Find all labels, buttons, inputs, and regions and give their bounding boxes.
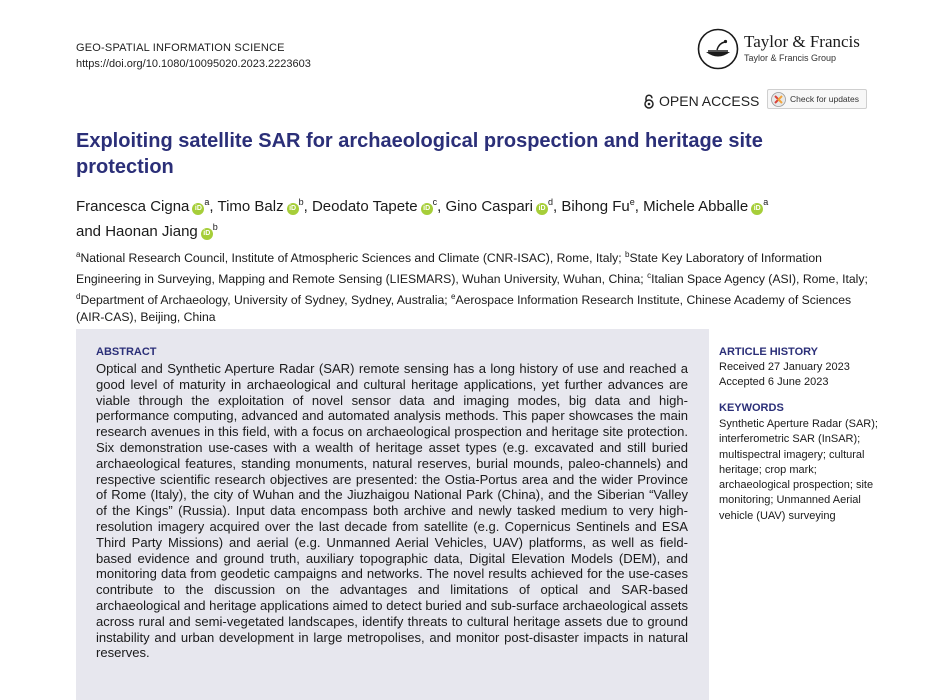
orcid-icon[interactable]: iD — [192, 203, 204, 215]
affiliations — [76, 246, 871, 326]
affiliation-text: Department of Archaeology, University of Sydney, Sydney, Australia; — [80, 293, 451, 308]
publisher-group: Taylor & Francis Group — [744, 53, 837, 63]
author-name: Haonan Jiang — [105, 223, 198, 240]
journal-name: GEO-SPATIAL INFORMATION SCIENCE — [76, 42, 285, 54]
author-affiliation-mark: a — [204, 197, 210, 207]
author-name: Bihong Fu — [561, 198, 630, 215]
affiliation-text: National Research Council, Institute of Atmospheric Sciences and Climate (CNR-ISAC), Rome, Italy; — [80, 251, 626, 266]
open-lock-icon — [643, 94, 655, 109]
accepted-date: Accepted 6 June 2023 — [719, 376, 829, 388]
affiliation-text: Italian Space Agency (ASI), Rome, Italy; — [651, 272, 868, 287]
open-access-label: OPEN ACCESS — [659, 93, 760, 109]
orcid-icon[interactable]: iD — [287, 203, 299, 215]
author-affiliation-mark: d — [548, 197, 554, 207]
author-name: Gino Caspari — [445, 198, 534, 215]
author-conjunction: and — [76, 223, 102, 240]
paper-title: Exploiting satellite SAR for archaeological prospection and heritage site protection — [76, 130, 763, 178]
open-access-badge — [643, 93, 759, 109]
received-date: Received 27 January 2023 — [719, 361, 850, 373]
doi-link[interactable]: https://doi.org/10.1080/10095020.2023.2223603 — [76, 58, 311, 70]
affiliation-mark: e — [451, 292, 456, 302]
author-affiliation-mark: c — [432, 197, 438, 207]
affiliation-text: State Key Laboratory of Information Engineering in Surveying, Mapping and Remote Sensing (LIESMARS), Wuhan University, Wuhan, China; — [76, 251, 822, 287]
author-affiliation-mark: b — [212, 222, 218, 232]
publisher-name: Taylor & Francis — [744, 32, 860, 51]
check-updates-label: Check for updates — [790, 94, 859, 104]
article-history-heading: ARTICLE HISTORY — [719, 346, 819, 358]
author-name: Deodato Tapete — [311, 198, 418, 215]
crossmark-icon — [771, 92, 786, 107]
author-name: Timo Balz — [217, 198, 284, 215]
orcid-icon[interactable]: iD — [536, 203, 548, 215]
orcid-icon[interactable]: iD — [201, 228, 213, 240]
abstract-text: Optical and Synthetic Aperture Radar (SAR) remote sensing has a long history of use and reached a good level of maturity in archaeological and cultural heritage applications, yet further advances are viable through the exploitation of novel sensor data and imaging modes, big data and high-performance computing, advanced and automated analysis methods. This paper showcases the main research avenues in this field, with a focus on archaeological prospection and heritage site protection. Six demonstration use-cases with a wealth of heritage asset types (e.g. excavated and still buried archaeological features, standing monuments, natural reserves, burial mounds, paleo-channels) and respective scientific research objectives are presented: the Ostia-Portus area and the wider Province of Rome (Italy), the city of Wuhan and the Jiuzhaigou National Park (China), and the Siberian “Valley of the Kings” (Russia). Input data encompass both archive and newly tasked medium to very high-resolution imagery acquired over the last decade from satellite (e.g. Copernicus Sentinels and ESA Third Party Missions) and aerial (e.g. Unmanned Aerial Vehicles, UAV) platforms, as well as field-based evidence and ground truth, auxiliary topographic data, Digital Elevation Models (DEM), and monitoring data from geodetic campaigns and networks. The novel results achieved for the use-cases contribute to the discussion on the advantages and limitations of optical and SAR-based archaeological and heritage applications aimed to detect buried and sub-surface archaeological assets across rural and semi-vegetated landscapes, identify threats to cultural heritage assets due to ground instability and urban development in large metropolises, and monitor post-disaster impacts in natural reserves. — [96, 361, 688, 661]
affiliation-mark: d — [76, 292, 81, 302]
orcid-icon[interactable]: iD — [751, 203, 763, 215]
author-name: Francesca Cigna — [76, 198, 190, 215]
author-affiliation-mark: b — [298, 197, 304, 207]
orcid-icon[interactable]: iD — [421, 203, 433, 215]
affiliation-mark: b — [625, 250, 630, 259]
author-name: Michele Abballe — [643, 198, 749, 215]
author-affiliation-mark: a — [763, 197, 769, 207]
affiliation-mark: a — [76, 250, 81, 259]
author-affiliation-mark: e — [629, 197, 635, 207]
affiliation-mark: c — [647, 271, 652, 281]
abstract-heading: ABSTRACT — [96, 346, 157, 358]
keywords-list: Synthetic Aperture Radar (SAR); interferometric SAR (InSAR); multispectral imagery; cultural heritage; crop mark; archaeological prospection; site monitoring; Unmanned Aerial vehicle (UAV) surveying — [719, 418, 878, 522]
keywords-heading: KEYWORDS — [719, 402, 784, 414]
affiliation-text: Aerospace Information Research Institute, Chinese Academy of Sciences (AIR-CAS), Beijing, China — [76, 293, 852, 325]
publisher-emblem-icon — [697, 28, 739, 70]
author-list: Francesca Cigna $iD^a$, Timo Balz $iD^b$, Deodato Tapete $iD^c$, Gino Caspari $iD^d$, Bihong Fu$^e$, Michele Abballe $iD^a$ and Haonan Jiang $iD^b$ — [76, 197, 769, 240]
check-updates-button[interactable] — [767, 89, 867, 109]
publisher-logo[interactable] — [697, 28, 873, 72]
